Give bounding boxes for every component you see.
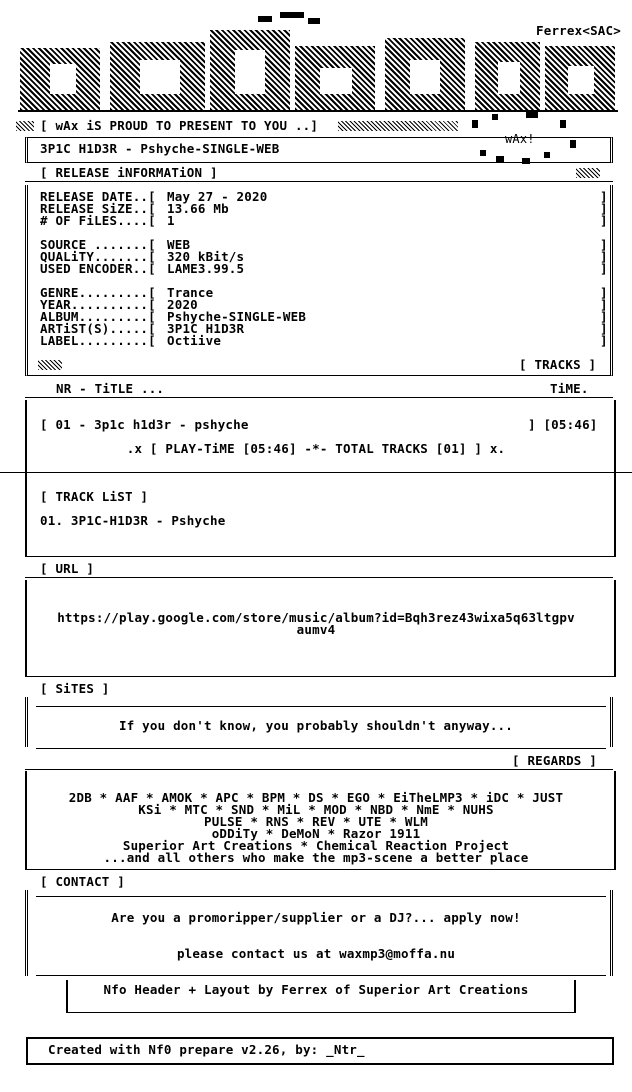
- info-field-bracket: ]: [600, 213, 608, 228]
- regards-header: [ REGARDS ]: [512, 753, 597, 768]
- contact-header: [ CONTACT ]: [40, 874, 125, 889]
- info-field-value: 320 kBit/s: [167, 249, 245, 264]
- info-field-label: # OF FiLES....[: [40, 213, 156, 228]
- regards-line-5: Superior Art Creations * Chemical Reaction Project: [122, 838, 510, 853]
- tracks-header: [ TRACKS ]: [519, 357, 597, 372]
- info-field-label: LABEL.........[: [40, 333, 156, 348]
- sites-header: [ SiTES ]: [40, 681, 110, 696]
- present-hatch-right: [338, 121, 458, 131]
- track-list-header: [ TRACK LiST ]: [40, 489, 149, 504]
- tracks-col-time: TiME.: [550, 381, 589, 396]
- tracks-col-title: NR - TiTLE ...: [56, 381, 165, 396]
- header-credit: Ferrex<SAC>: [536, 23, 621, 38]
- info-field-value: May 27 - 2020: [167, 189, 268, 204]
- info-field-label: GENRE.........[: [40, 285, 156, 300]
- info-field-value: LAME3.99.5: [167, 261, 245, 276]
- url-line-2[interactable]: aumv4: [296, 622, 336, 637]
- layout-credit: Nfo Header + Layout by Ferrex of Superior Art Creations: [103, 982, 529, 997]
- info-field-value: Trance: [167, 285, 214, 300]
- url-header: [ URL ]: [40, 561, 95, 576]
- info-field-bracket: ]: [600, 189, 608, 204]
- wax-tag: wAx!: [505, 132, 535, 146]
- regards-line-3: PULSE * RNS * REV * UTE * WLM: [203, 814, 429, 829]
- release-info-header: [ RELEASE iNFORMATiON ]: [40, 165, 218, 180]
- info-field-label: USED ENCODER..[: [40, 261, 156, 276]
- regards-line-2: KSi * MTC * SND * MiL * MOD * NBD * NmE * NUHS: [138, 802, 494, 817]
- info-field-bracket: ]: [600, 321, 608, 336]
- info-field-bracket: ]: [600, 285, 608, 300]
- info-field-bracket: ]: [600, 201, 608, 216]
- present-hatch-left: [16, 121, 34, 131]
- info-field-value: 13.66 Mb: [167, 201, 229, 216]
- present-line: [ wAx iS PROUD TO PRESENT TO YOU ..]: [40, 118, 319, 133]
- info-field-value: 3P1C H1D3R: [167, 321, 245, 336]
- regards-line-4: oDDiTy * DeMoN * Razor 1911: [211, 826, 421, 841]
- url-line-1[interactable]: https://play.google.com/store/music/album?id=Bqh3rez43wixa5q63ltgpv: [57, 610, 575, 625]
- tracks-hatch: [38, 360, 62, 370]
- track-row-1-time: ] [05:46]: [528, 417, 598, 432]
- info-field-value: 2020: [167, 297, 198, 312]
- regards-line-6: ...and all others who make the mp3-scene a better place: [103, 850, 529, 865]
- info-field-label: ARTiST(S).....[: [40, 321, 156, 336]
- info-field-bracket: ]: [600, 309, 608, 324]
- info-field-label: ALBUM.........[: [40, 309, 156, 324]
- track-list-item: 01. 3P1C-H1D3R - Pshyche: [40, 513, 226, 528]
- contact-line-2[interactable]: please contact us at waxmp3@moffa.nu: [176, 946, 456, 961]
- info-field-label: RELEASE DATE..[: [40, 189, 156, 204]
- tracks-total-line: .x [ PLAY-TiME [05:46] -*- TOTAL TRACKS [01] ] x.: [126, 441, 506, 456]
- info-field-bracket: ]: [600, 237, 608, 252]
- info-field-bracket: ]: [600, 333, 608, 348]
- contact-line-1: Are you a promoripper/supplier or a DJ?... apply now!: [111, 910, 521, 925]
- info-field-label: RELEASE SiZE..[: [40, 201, 156, 216]
- created-with: Created with Nf0 prepare v2.26, by: _Ntr_: [48, 1042, 365, 1057]
- info-field-label: SOURCE .......[: [40, 237, 156, 252]
- info-field-bracket: ]: [600, 297, 608, 312]
- info-field-bracket: ]: [600, 261, 608, 276]
- info-hatch: [576, 168, 600, 178]
- release-title: 3P1C H1D3R - Pshyche-SINGLE-WEB: [40, 141, 280, 156]
- info-field-bracket: ]: [600, 249, 608, 264]
- info-field-label: QUALiTY.......[: [40, 249, 156, 264]
- info-field-value: Octiive: [167, 333, 222, 348]
- track-row-1: [ 01 - 3p1c h1d3r - pshyche: [40, 417, 249, 432]
- contact-box: [25, 890, 613, 976]
- sites-text: If you don't know, you probably shouldn't anyway...: [118, 718, 513, 733]
- info-field-value: Pshyche-SINGLE-WEB: [167, 309, 307, 324]
- regards-line-1: 2DB * AAF * AMOK * APC * BPM * DS * EGO * EiTheLMP3 * iDC * JUST: [68, 790, 564, 805]
- info-field-value: 1: [167, 213, 175, 228]
- ascii-logo: [10, 10, 622, 120]
- info-field-label: YEAR..........[: [40, 297, 156, 312]
- info-field-value: WEB: [167, 237, 191, 252]
